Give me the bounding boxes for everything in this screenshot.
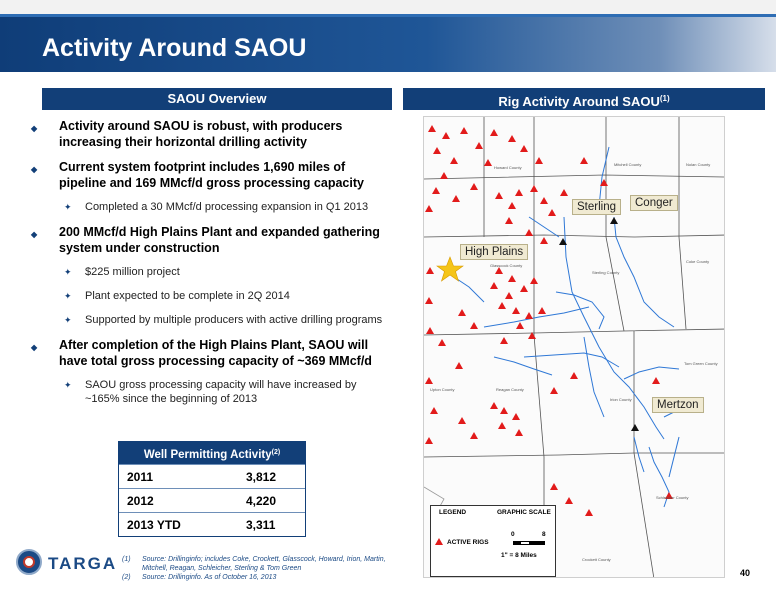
sterling-label: Sterling xyxy=(572,199,621,215)
table-row xyxy=(119,464,305,488)
mertzon-label: Mertzon xyxy=(652,397,704,413)
saou-overview-header xyxy=(42,88,392,110)
year-cell: 2011 xyxy=(127,470,154,484)
scale-note: 1" = 8 Miles xyxy=(501,552,537,559)
legend-title: LEGEND xyxy=(439,509,467,516)
bullet-text: Activity around SAOU is robust, with producers increasing their horizontal drilling activity xyxy=(59,119,343,149)
top-strip xyxy=(0,0,776,14)
overview-bullet-list xyxy=(26,118,390,416)
bullet-item xyxy=(26,118,390,150)
table-footnote-ref: (2) xyxy=(271,449,281,456)
logo-text: TARGA xyxy=(48,554,118,573)
county-label: Tom Green County xyxy=(684,361,718,366)
table-header xyxy=(119,442,305,464)
year-cell: 2012 xyxy=(127,494,154,508)
cross-bullet-icon: ✦ xyxy=(64,267,72,277)
title-accent-line xyxy=(0,14,776,17)
county-label: Sterling County xyxy=(592,270,620,275)
sub-bullet-text: Supported by multiple producers with active drilling programs xyxy=(85,314,383,326)
footnote xyxy=(122,555,412,573)
sub-bullet-item xyxy=(26,265,390,279)
diamond-bullet-icon: ◆ xyxy=(31,343,38,352)
targa-logo xyxy=(16,549,126,579)
table-header-label: Well Permitting Activity xyxy=(143,449,272,461)
cross-bullet-icon: ✦ xyxy=(64,202,72,212)
footnote-number: (1) xyxy=(122,556,131,563)
high-plains-label: High Plains xyxy=(460,244,528,260)
diamond-bullet-icon: ◆ xyxy=(31,124,38,133)
diamond-bullet-icon: ◆ xyxy=(31,165,38,174)
footnote-text: Source: Drillinginfo. As of October 16, 2013 xyxy=(142,574,277,581)
scale-start: 0 xyxy=(511,531,515,538)
rig-activity-map xyxy=(423,116,725,578)
cross-bullet-icon: ✦ xyxy=(64,291,72,301)
targa-emblem-icon xyxy=(16,549,42,575)
cross-bullet-icon: ✦ xyxy=(64,380,72,390)
page-number: 40 xyxy=(740,568,751,578)
sub-bullet-text: SAOU gross processing capacity will have increased by ~165% since the beginning of 2013 xyxy=(85,379,357,405)
county-label: Coke County xyxy=(686,259,710,264)
footnote-text: Source: Drillinginfo; includes Coke, Crockett, Glasscock, Howard, Irion, Martin, Mitchell, Reagan, Schleicher, Sterling & Tom Green xyxy=(142,556,386,572)
sub-bullet-item xyxy=(26,378,390,406)
permits-cell: 4,220 xyxy=(246,494,277,508)
scale-bar xyxy=(513,541,545,545)
sub-bullet-item xyxy=(26,200,390,214)
sub-bullet-text: $225 million project xyxy=(85,266,180,278)
rig-activity-footnote-ref: (1) xyxy=(659,94,670,103)
year-cell: 2013 YTD xyxy=(127,518,181,532)
cross-bullet-icon: ✦ xyxy=(64,315,72,325)
sub-bullet-text: Completed a 30 MMcf/d processing expansion in Q1 2013 xyxy=(85,201,369,213)
county-label: Nolan County xyxy=(686,162,711,167)
bullet-item xyxy=(26,337,390,369)
saou-overview-header-label: SAOU Overview xyxy=(167,91,267,106)
sub-bullet-item xyxy=(26,313,390,327)
sub-bullet-item xyxy=(26,289,390,303)
footnote xyxy=(122,573,412,582)
bullet-text: After completion of the High Plains Plant, SAOU will have total gross processing capacity of ~369 MMcf/d xyxy=(59,338,372,368)
county-label: Crockett County xyxy=(582,557,611,562)
well-permitting-table xyxy=(118,441,306,537)
bullet-text: 200 MMcf/d High Plains Plant and expanded gathering system under construction xyxy=(59,225,380,255)
rig-activity-header-label: Rig Activity Around SAOU xyxy=(498,94,660,109)
page-title: Activity Around SAOU xyxy=(42,34,307,62)
rig-triangle-icon xyxy=(435,538,443,545)
diamond-bullet-icon: ◆ xyxy=(31,230,38,239)
title-bar xyxy=(0,14,776,72)
table-row xyxy=(119,512,305,536)
footnote-number: (2) xyxy=(122,574,131,581)
county-label: Upton County xyxy=(430,387,455,392)
scale-end: 8 xyxy=(542,531,546,538)
bullet-text: Current system footprint includes 1,690 miles of pipeline and 169 MMcf/d gross processing capacity xyxy=(59,160,364,190)
table-row xyxy=(119,488,305,512)
permits-cell: 3,311 xyxy=(246,518,276,532)
scale-title: GRAPHIC SCALE xyxy=(497,509,551,516)
county-label: Howard County xyxy=(494,165,522,170)
legend-item-label: ACTIVE RIGS xyxy=(447,539,489,546)
legend-item-active-rigs xyxy=(435,538,489,546)
conger-label: Conger xyxy=(630,195,678,211)
sub-bullet-text: Plant expected to be complete in 2Q 2014 xyxy=(85,290,290,302)
county-label: Irion County xyxy=(610,397,632,402)
county-label: Schleicher County xyxy=(656,495,689,500)
footnotes xyxy=(122,555,412,582)
county-label: Reagan County xyxy=(496,387,524,392)
high-plains-star-icon xyxy=(437,257,463,281)
permits-cell: 3,812 xyxy=(246,470,277,484)
bullet-item xyxy=(26,159,390,191)
rig-activity-header xyxy=(403,88,765,110)
bullet-item xyxy=(26,224,390,256)
county-label: Glasscock County xyxy=(490,263,523,268)
county-label: Mitchell County xyxy=(614,162,642,167)
map-legend xyxy=(430,505,556,577)
